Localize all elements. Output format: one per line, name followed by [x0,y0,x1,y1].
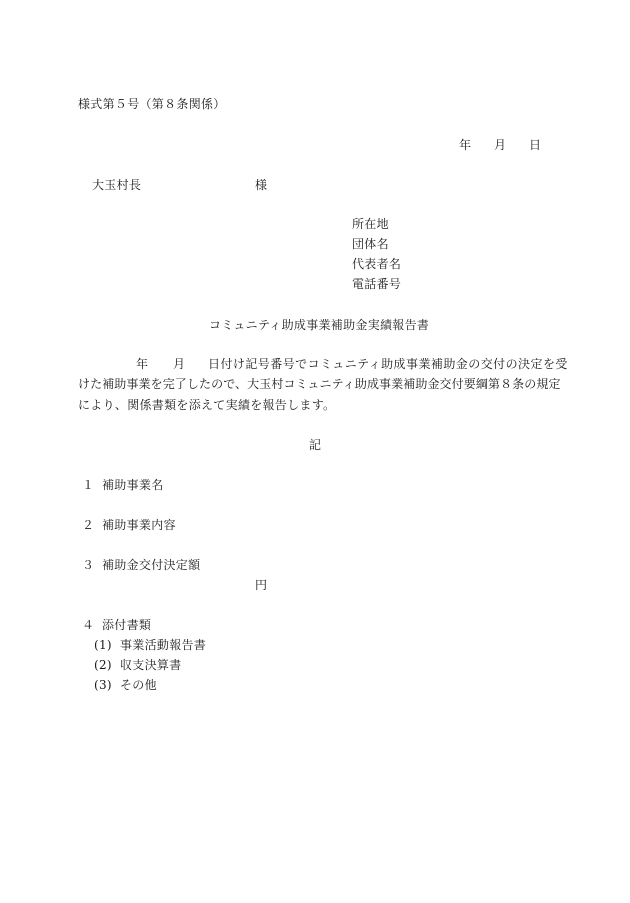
attachment-2-number: (2) [94,658,112,672]
item-3-label: 補助金交付決定額 [102,558,201,572]
attachment-1-label: 事業活動報告書 [120,638,207,652]
item-4-number: ４ [82,618,95,632]
body-year: 年 [136,357,149,371]
addressee-honorific: 様 [255,178,268,192]
item-1-number: １ [82,478,95,492]
body-line-3: により、関係書類を添えて実績を報告します。 [78,398,336,412]
item-1-label: 補助事業名 [102,478,164,492]
date-year: 年 [459,138,472,152]
applicant-phone-label: 電話番号 [352,277,402,291]
document-title: コミュニティ助成事業補助金実績報告書 [209,318,430,332]
ki-heading: 記 [309,438,322,452]
item-2-label: 補助事業内容 [102,518,176,532]
date-day: 日 [529,138,542,152]
yen-unit: 円 [255,578,268,592]
body-line-1: 日付け記号番号でコミュニティ助成事業補助金の交付の決定を受 [208,357,568,371]
item-2-number: ２ [82,518,95,532]
attachment-3-label: その他 [120,678,157,692]
item-4-label: 添付書類 [102,618,152,632]
form-number: 様式第５号（第８条関係） [78,97,226,111]
attachment-3-number: (3) [94,678,112,692]
addressee-name: 大玉村長 [92,178,142,192]
item-3-number: ３ [82,558,95,572]
date-month: 月 [494,138,507,152]
attachment-1-number: (1) [94,638,112,652]
applicant-group-label: 団体名 [352,237,389,251]
attachment-2-label: 収支決算書 [120,658,182,672]
applicant-address-label: 所在地 [352,217,389,231]
body-month: 月 [173,357,186,371]
applicant-representative-label: 代表者名 [352,257,402,271]
body-line-2: けた補助事業を完了したので、大玉村コミュニティ助成事業補助金交付要綱第８条の規定 [78,377,561,391]
